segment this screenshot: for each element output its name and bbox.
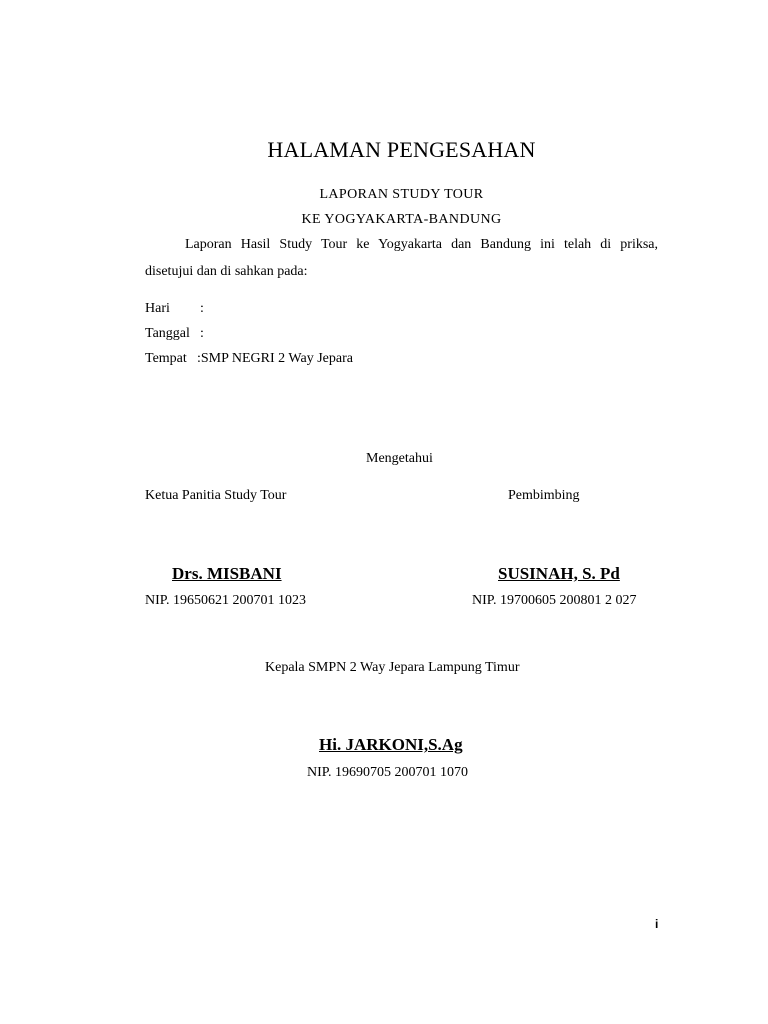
report-destination: KE YOGYAKARTA-BANDUNG <box>301 212 502 227</box>
field-day <box>145 301 204 317</box>
page-number: i <box>655 917 659 931</box>
field-place-value: SMP NEGRI 2 Way Jepara <box>200 351 353 366</box>
principal-role: Kepala SMPN 2 Way Jepara Lampung Timur <box>265 660 520 675</box>
right-signatory-nip: NIP. 19700605 200801 2 027 <box>472 593 637 608</box>
principal-nip: NIP. 19690705 200701 1070 <box>307 765 469 780</box>
approval-paragraph-line-2: disetujui dan di sahkan pada: <box>145 264 308 279</box>
principal-name: Hi. JARKONI,S.Ag <box>319 735 463 754</box>
field-day-label: Hari <box>145 301 170 316</box>
left-signatory-name: Drs. MISBANI <box>172 564 282 583</box>
field-day-separator: : <box>200 301 204 316</box>
right-signatory-role: Pembimbing <box>508 488 580 503</box>
page-title: HALAMAN PENGESAHAN <box>267 137 536 162</box>
approval-paragraph-line-1: Laporan Hasil Study Tour ke Yogyakarta dan Bandung ini telah di priksa, <box>185 237 658 252</box>
right-signatory-name: SUSINAH, S. Pd <box>498 564 620 583</box>
field-place-label: Tempat <box>145 351 187 366</box>
field-date-label: Tanggal <box>145 326 190 341</box>
acknowledged-label: Mengetahui <box>366 451 433 466</box>
left-signatory-role: Ketua Panitia Study Tour <box>145 488 287 503</box>
left-signatory-nip: NIP. 19650621 200701 1023 <box>145 593 307 608</box>
field-date-separator: : <box>200 326 204 341</box>
field-place-separator: : <box>197 351 201 366</box>
field-place <box>145 351 353 367</box>
report-subtitle: LAPORAN STUDY TOUR <box>319 187 484 202</box>
field-date <box>145 326 204 342</box>
